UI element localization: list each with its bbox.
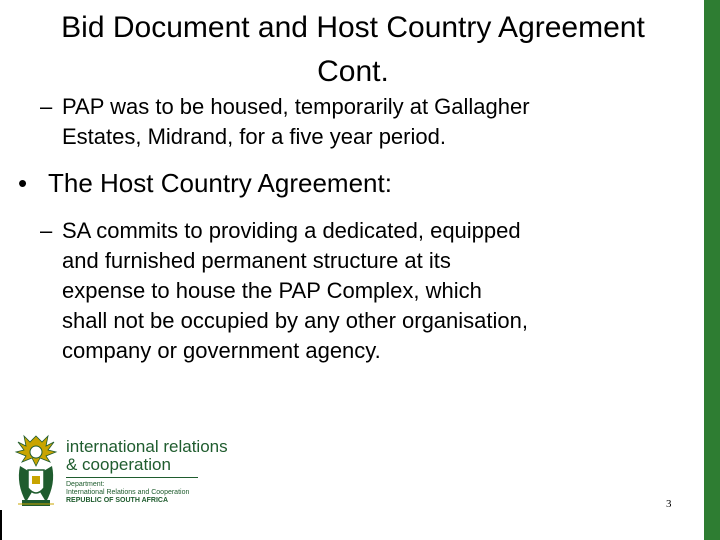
logo-country: REPUBLIC OF SOUTH AFRICA [66,497,169,504]
logo-line-1: international relations [66,437,228,456]
sub-item-line: and furnished permanent structure at its [62,248,451,273]
slide-title-line-2: Cont. [317,55,389,88]
sub-item-line: company or government agency. [62,338,381,363]
sub-item-line: expense to house the PAP Complex, which [62,278,482,303]
bullet-marker: • [18,168,28,198]
dirco-logo-text [66,438,228,505]
right-accent-bar [704,0,720,540]
logo-dept-label: Department: [66,481,105,488]
bullet-host-country-agreement [18,166,678,200]
sub-item-sa-commits [40,216,680,366]
sub-item-line: Estates, Midrand, for a five year period. [62,124,446,149]
sub-item-line: shall not be occupied by any other organisation, [62,308,528,333]
logo-divider [66,477,198,478]
slide-title-line-1: Bid Document and Host Country Agreement [61,11,645,44]
sub-item-gallagher [40,92,680,152]
dash-marker: – [40,94,53,119]
sub-item-line: SA commits to providing a dedicated, equipped [62,218,521,243]
page-number: 3 [666,498,672,510]
logo-dept-name: International Relations and Cooperation [66,489,190,496]
dash-marker: – [40,218,53,243]
sub-item-line: PAP was to be housed, temporarily at Gallagher [62,94,530,119]
bullet-text: The Host Country Agreement: [48,168,392,198]
logo-line-2: & cooperation [66,455,171,474]
left-edge-mark [0,510,2,540]
slide-title [0,6,706,94]
